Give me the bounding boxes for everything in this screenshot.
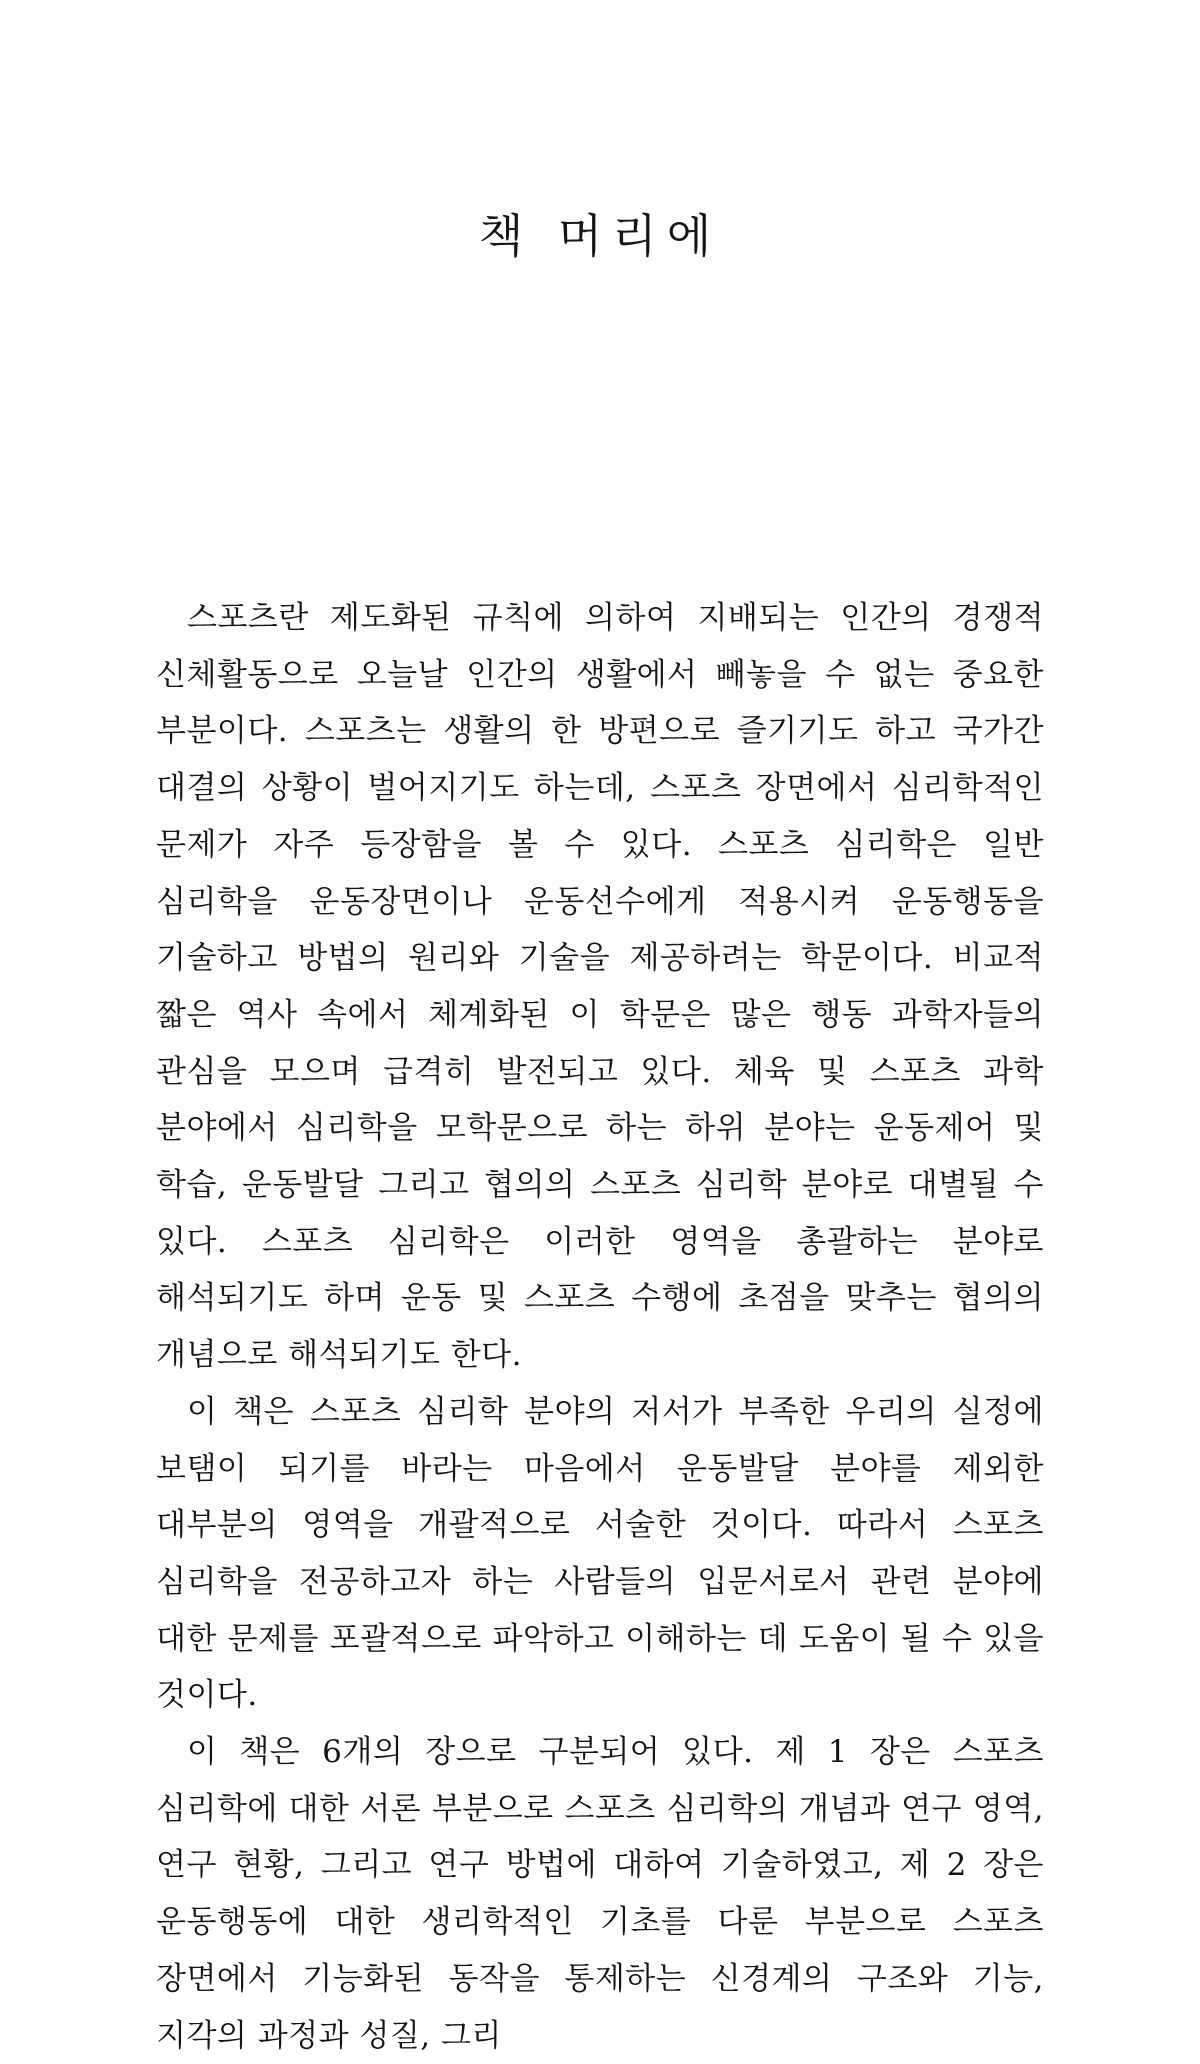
body-text [156,590,1044,2064]
paragraph-2: 이 책은 스포츠 심리학 분야의 저서가 부족한 우리의 실정에 보탬이 되기를 바라는 마음에서 운동발달 분야를 제외한 대부분의 영역을 개괄적으로 서술한 것이다. 따라서 스포츠 심리학을 전공하고자 하는 사람들의 입문서로서 관련 분야에 대한 문제를 포괄적으로 파악하고 이해하는 데 도움이 될 수 있을 것이다. [156,1393,1044,1714]
paragraph-3: 이 책은 6개의 장으로 구분되어 있다. 제 1 장은 스포츠 심리학에 대한 서론 부분으로 스포츠 심리학의 개념과 연구 영역, 연구 현황, 그리고 연구 방법에 대하여 기술하였고, 제 2 장은 운동행동에 대한 생리학적인 기초를 다룬 부분으로 스포츠 장면에서 기능화된 동작을 통제하는 신경계의 구조와 기능, 지각의 과정과 성질, 그리 [156,1734,1044,2054]
page-title: 책 머리에 [478,209,722,263]
paragraph-1: 스포츠란 제도화된 규칙에 의하여 지배되는 인간의 경쟁적 신체활동으로 오늘날 인간의 생활에서 빼놓을 수 없는 중요한 부분이다. 스포츠는 생활의 한 방편으로 즐기기도 하고 국가간 대결의 상황이 벌어지기도 하는데, 스포츠 장면에서 심리학적인 문제가 자주 등장함을 볼 수 있다. 스포츠 심리학은 일반 심리학을 운동장면이나 운동선수에게 적용시켜 운동행동을 기술하고 방법의 원리와 기술을 제공하려는 학문이다. 비교적 짧은 역사 속에서 체계화된 이 학문은 많은 행동 과학자들의 관심을 모으며 급격히 발전되고 있다. 체육 및 스포츠 과학 분야에서 심리학을 모학문으로 하는 하위 분야는 운동제어 및 학습, 운동발달 그리고 협의의 스포츠 심리학 분야로 대별될 수 있다. 스포츠 심리학은 이러한 영역을 총괄하는 분야로 해석되기도 하며 운동 및 스포츠 수행에 초점을 맞추는 협의의 개념으로 해석되기도 한다. [156,600,1044,1374]
